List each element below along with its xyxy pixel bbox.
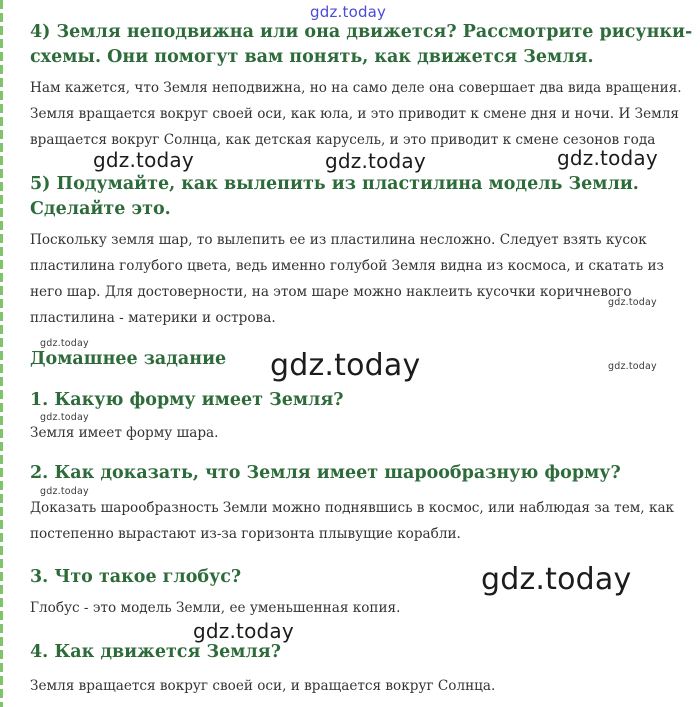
watermark-small: gdz.today	[40, 412, 89, 423]
section4-body-line2: Земля вращается вокруг своей оси, как юла, и это приводит к смене дня и ночи. И Земля	[30, 106, 679, 122]
watermark-top: gdz.today	[310, 3, 387, 21]
section5-heading-line2: Сделайте это.	[30, 199, 171, 219]
q4-answer: Земля вращается вокруг своей оси, и вращается вокруг Солнца.	[30, 678, 496, 694]
left-decorative-border	[0, 0, 3, 707]
watermark-small: gdz.today	[608, 361, 657, 372]
homework-title: Домашнее задание	[30, 349, 227, 369]
q3-answer: Глобус - это модель Земли, ее уменьшенная копия.	[30, 600, 401, 616]
watermark: gdz.today	[325, 149, 426, 173]
watermark-large: gdz.today	[481, 562, 632, 597]
section4-heading-line2: схемы. Они помогут вам понять, как движется Земля.	[30, 47, 594, 67]
q2-question: 2. Как доказать, что Земля имеет шарообразную форму?	[30, 463, 621, 483]
section5-body-line2: пластилина голубого цвета, ведь именно голубой Земля видна из космоса, и скатать из	[30, 258, 664, 274]
q2-answer-line2: постепенно вырастают из-за горизонта плывущие корабли.	[30, 526, 461, 542]
section5-body-line4: пластилина - материки и острова.	[30, 310, 276, 326]
watermark: gdz.today	[93, 148, 194, 172]
section4-body-line1: Нам кажется, что Земля неподвижна, но на само деле она совершает два вида вращения.	[30, 80, 682, 96]
section4-heading-line1: 4) Земля неподвижна или она движется? Рассмотрите рисунки-	[30, 22, 693, 42]
section5-heading-line1: 5) Подумайте, как вылепить из пластилина модель Земли.	[30, 174, 639, 194]
watermark-small: gdz.today	[608, 297, 657, 308]
watermark: gdz.today	[557, 146, 658, 170]
watermark-small: gdz.today	[40, 486, 89, 497]
q2-answer-line1: Доказать шарообразность Земли можно поднявшись в космос, или наблюдая за тем, как	[30, 500, 675, 516]
watermark: gdz.today	[193, 619, 294, 643]
watermark-small: gdz.today	[40, 338, 89, 349]
watermark-large: gdz.today	[270, 348, 421, 383]
q1-answer: Земля имеет форму шара.	[30, 425, 219, 441]
q3-question: 3. Что такое глобус?	[30, 567, 242, 587]
section5-body-line1: Поскольку земля шар, то вылепить ее из пластилина несложно. Следует взять кусок	[30, 232, 647, 248]
section4-body-line3: вращается вокруг Солнца, как детская карусель, и это приводит к смене сезонов года	[30, 132, 656, 148]
q4-question: 4. Как движется Земля?	[30, 642, 281, 662]
section5-body-line3: него шар. Для достоверности, на этом шаре можно наклеить кусочки коричневого	[30, 284, 632, 300]
q1-question: 1. Какую форму имеет Земля?	[30, 390, 344, 410]
